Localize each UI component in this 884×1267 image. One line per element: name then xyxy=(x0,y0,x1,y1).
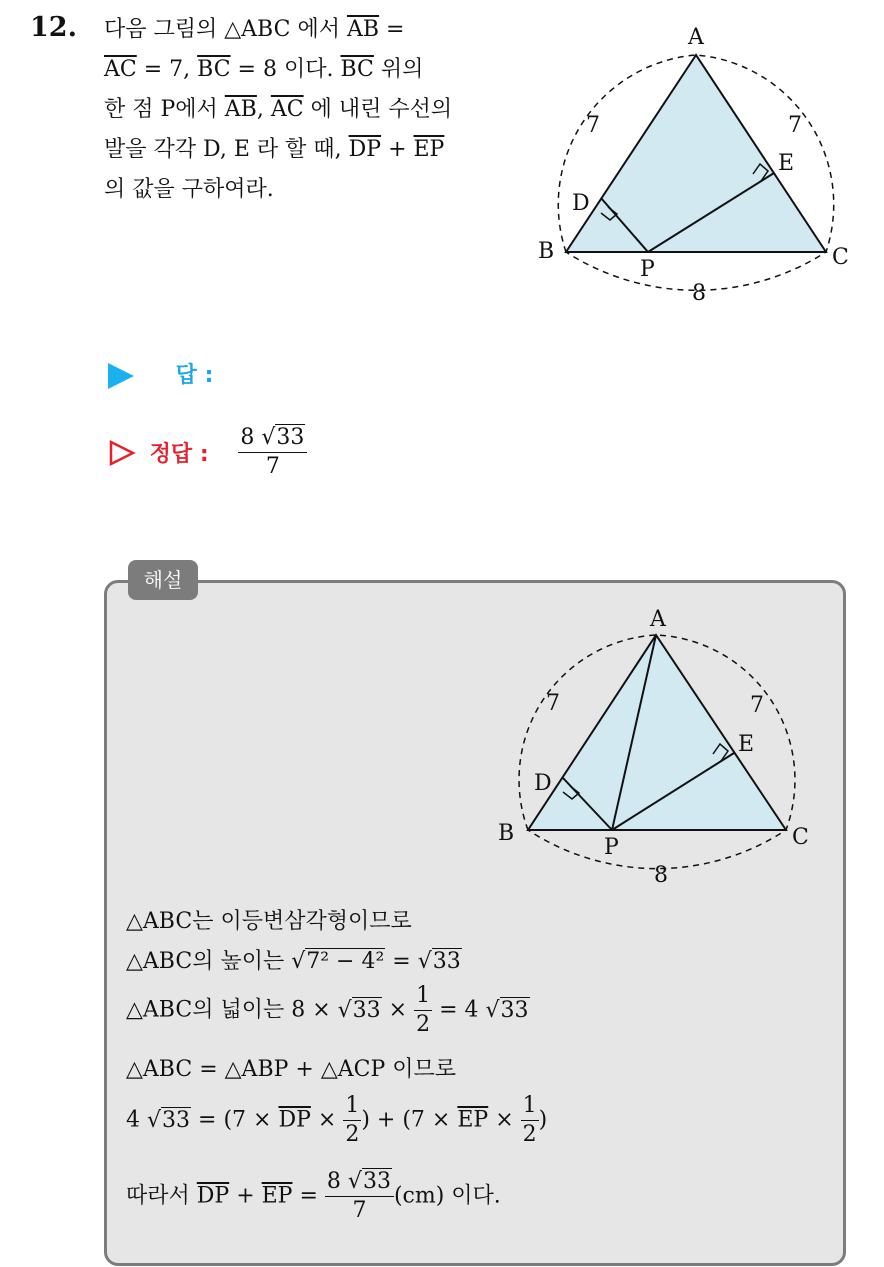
label-d-2: D xyxy=(534,771,552,796)
segment-name: $\overline{BC}$ xyxy=(340,57,374,82)
solution-line-3-eq: = 4 xyxy=(432,997,486,1023)
solution-triangle-figure xyxy=(492,600,822,890)
question-line xyxy=(104,50,504,90)
answer-row xyxy=(108,358,213,389)
solution-line-5-times: × xyxy=(310,1107,344,1133)
solution-line-2: △ABC의 높이는 √7² − 4² = √33 xyxy=(126,949,461,974)
question-text-part: 다음 그림의 △ABC 에서 xyxy=(104,17,347,42)
solution-line-5-text: 4 xyxy=(126,1107,147,1133)
solution-line-2-text: △ABC의 높이는 xyxy=(126,949,292,974)
correct-answer-label: 정답 : xyxy=(149,442,209,467)
solution-tag: 해설 xyxy=(128,560,198,600)
question-line xyxy=(104,90,504,130)
label-e-2: E xyxy=(738,732,755,757)
correct-answer-den: 7 xyxy=(265,454,280,479)
segment-name: $\overline{BC}$ xyxy=(197,57,231,82)
question-text-part: = 8 이다. xyxy=(230,57,341,82)
label-side-ac-2: 7 xyxy=(750,693,764,718)
segment-name: $\overline{AB}$ xyxy=(224,97,257,122)
solution-line-6-text: 따라서 xyxy=(126,1183,197,1209)
play-arrow-icon xyxy=(108,363,134,389)
label-side-bc: 8 xyxy=(692,281,706,306)
question-text xyxy=(104,10,504,210)
label-c-2: C xyxy=(792,825,809,850)
solution-line-5-frac-2: $\frac{1}{2}$ xyxy=(522,1093,537,1147)
solution-line-6-suffix: (cm) 이다. xyxy=(393,1183,501,1209)
question-line xyxy=(104,170,504,210)
question-line xyxy=(104,10,504,50)
question-text-part: 위의 xyxy=(373,57,424,82)
solution-line-3-times: × xyxy=(381,997,415,1023)
label-b-2: B xyxy=(498,821,515,846)
solution-line-5-mid: = (7 × xyxy=(191,1107,279,1133)
solution-line-6-plus: + xyxy=(229,1183,262,1209)
answer-label: 답 : xyxy=(175,363,214,388)
question-text-part: = xyxy=(379,17,405,42)
label-p-2: P xyxy=(604,835,619,860)
question-number: 12. xyxy=(30,12,77,43)
solution-line-5-dp: $\overline{DP}$ xyxy=(278,1107,311,1133)
solution-line-5: 4 $√33 = (7 \times \overline{DP}$ × $\frac{1}{2}$ ) + ($7 \times \overline{EP}$ × $\frac{1}{2}$ ) xyxy=(126,1093,548,1147)
correct-answer-value: $\frac{8 √33}{7}$ xyxy=(238,424,307,481)
label-p: P xyxy=(640,257,655,282)
label-side-ac: 7 xyxy=(788,113,802,138)
correct-answer-row xyxy=(108,424,307,481)
solution-line-4: △ABC = △ABP + △ACP 이므로 xyxy=(126,1057,457,1082)
solution-line-6-frac: $\frac{8 √33}{7}$ xyxy=(325,1168,394,1225)
question-text-part: 발을 각각 D, E 라 할 때, xyxy=(104,137,349,162)
label-a: A xyxy=(688,25,704,50)
question-text-part: = 7, xyxy=(136,57,198,82)
question-text-part: , xyxy=(256,97,271,122)
correct-answer-num: 8 xyxy=(240,425,255,450)
label-side-ab-2: 7 xyxy=(546,691,560,716)
segment-name: $\overline{AB}$ xyxy=(346,17,380,42)
question-text-part: 의 값을 구하여라. xyxy=(104,177,274,202)
segment-name: $\overline{EP}$ xyxy=(413,137,445,162)
label-b: B xyxy=(538,239,555,264)
solution-line-1: △ABC는 이등변삼각형이므로 xyxy=(126,909,412,934)
label-e: E xyxy=(778,151,795,176)
solution-line-3-frac: $\frac{1}{2}$ xyxy=(416,983,431,1037)
solution-line-3-rad: 33 xyxy=(352,997,381,1023)
solution-line-6-dp: $\overline{DP}$ xyxy=(196,1183,230,1209)
solution-line-2-result: 33 xyxy=(432,949,461,974)
solution-line-2-rad: 7² − 4² xyxy=(306,949,385,974)
solution-line-6-eq: = xyxy=(292,1183,325,1209)
solution-line-6-ep: $\overline{EP}$ xyxy=(261,1183,293,1209)
correct-answer-rad: 33 xyxy=(276,425,305,450)
question-text-part: 에 내린 수선의 xyxy=(303,97,453,122)
label-d: D xyxy=(572,191,590,216)
outline-arrow-icon xyxy=(108,439,136,467)
label-side-bc-2: 8 xyxy=(654,863,668,888)
question-line xyxy=(104,130,504,170)
solution-line-5-frac-1: $\frac{1}{2}$ xyxy=(345,1093,360,1147)
solution-line-5-close: ) xyxy=(538,1107,548,1133)
solution-line-3: △ABC의 넓이는 8 × √33 × $\frac{1}{2}$ = 4 √33 xyxy=(126,983,529,1037)
solution-line-2-eq: = xyxy=(385,949,418,974)
solution-line-5-plus: ) + (7 × xyxy=(361,1107,458,1133)
label-side-ab: 7 xyxy=(586,113,600,138)
triangle-figure xyxy=(530,20,860,310)
solution-line-5-rad: 33 xyxy=(162,1107,191,1133)
question-text-part: + xyxy=(381,137,414,162)
label-c: C xyxy=(832,245,849,270)
solution-line-3-text: △ABC의 넓이는 8 × xyxy=(126,997,338,1023)
solution-line-3-result: 33 xyxy=(500,997,529,1023)
question-text-part: 한 점 P에서 xyxy=(104,97,225,122)
solution-line-5-ep: $\overline{EP}$ xyxy=(457,1107,489,1133)
solution-line-6 xyxy=(126,1168,501,1225)
segment-name: $\overline{AC}$ xyxy=(104,57,137,82)
solution-line-5-times-2: × xyxy=(488,1107,521,1133)
segment-name: $\overline{DP}$ xyxy=(348,137,382,162)
segment-name: $\overline{AC}$ xyxy=(270,97,304,122)
label-a-2: A xyxy=(650,607,666,632)
